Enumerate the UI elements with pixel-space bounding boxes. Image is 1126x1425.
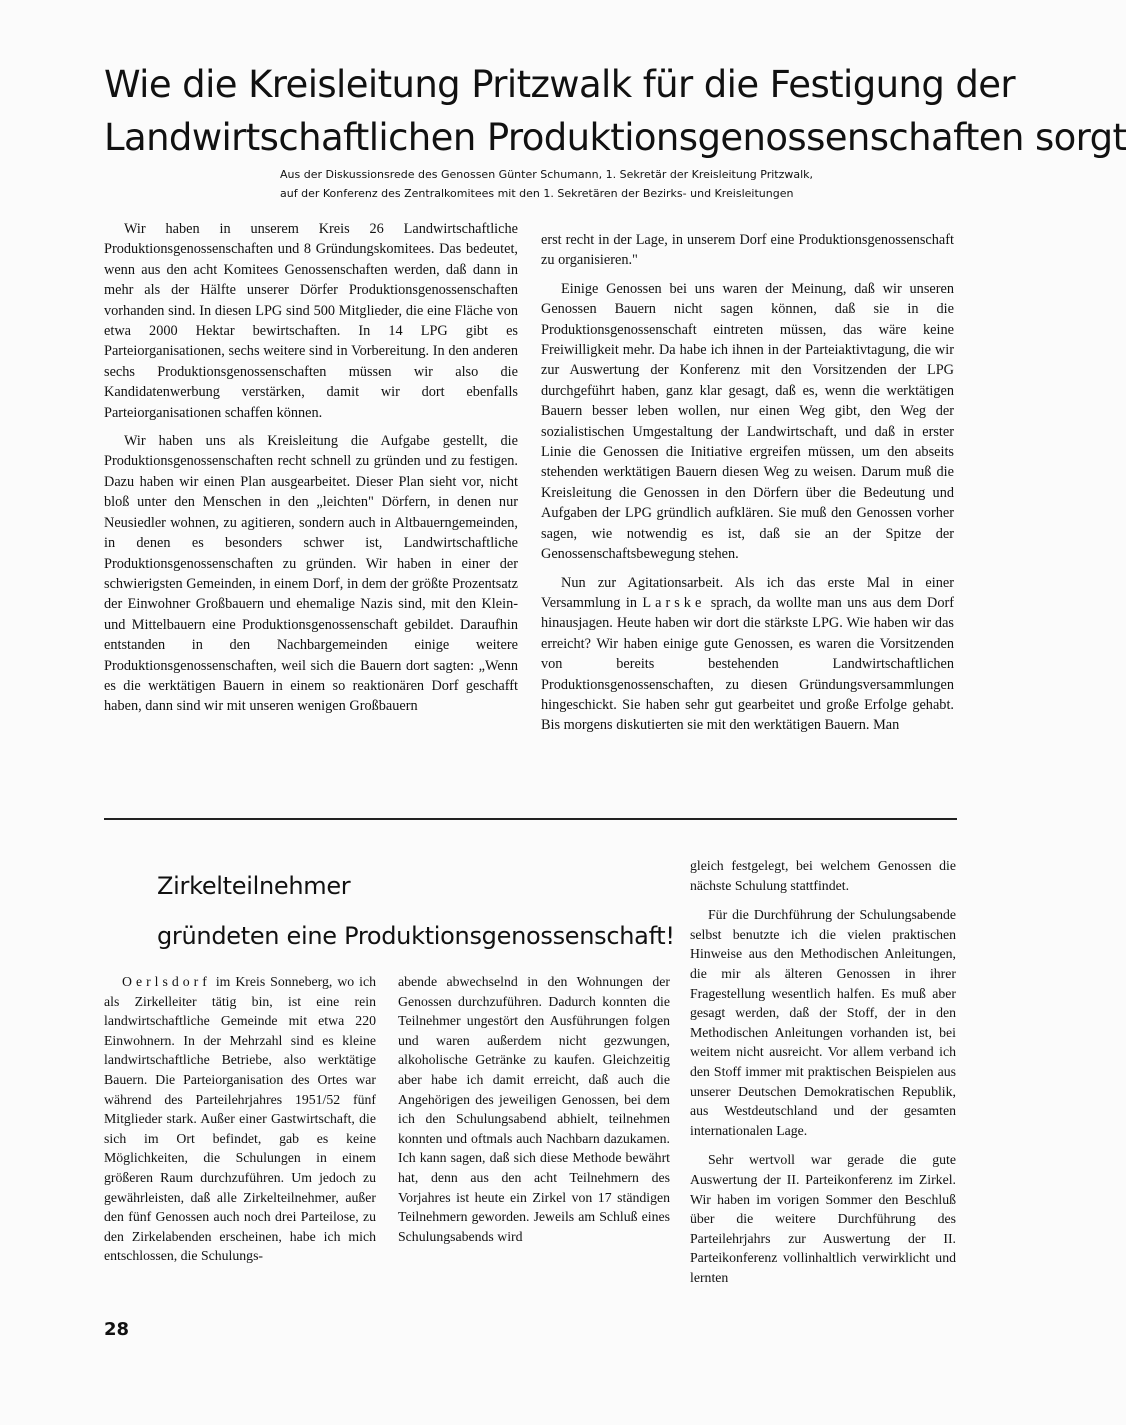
paragraph: Einige Genossen bei uns waren der Meinung, daß wir unseren Genossen Bauern nicht sagen können, daß sie in die Produktionsgenossenschaft eintreten müssen, das wäre keine Freiwilligkeit mehr. Da habe ich ihnen in der Parteiaktivtagung, die wir zur Auswertung der Konferenz mit den Vorsitzenden der LPG durchgeführt haben, ganz klar gesagt, daß es, wenn die werktätigen Bauern besser leben wollen, nur einen Weg gibt, den Weg der sozialistischen Umgestaltung der Landwirtschaft, und daß in erster Linie die Genossen die Initiative ergreifen müssen, um den abseits stehenden werktätigen Bauern diesen Weg zu weisen. Darum muß die Kreisleitung die Genossen in den Dörfern über die Bedeutung und Aufgaben der LPG gründlich aufklären. Sie muß den Genossen vorher sagen, wie notwendig es ist, daß sie an der Spitze der Genossenschaftsbewegung stehen. (541, 280, 954, 563)
place-name: Larske (642, 594, 706, 611)
section-divider (104, 818, 957, 820)
second-article-title-line-1: Zirkelteilnehmer (157, 872, 351, 900)
second-article-column-3 (690, 856, 956, 1297)
paragraph: Wir haben uns als Kreisleitung die Aufgabe gestellt, die Produktionsgenossenschaften recht schnell zu gründen und zu festigen. Dazu haben wir einen Plan ausgearbeitet. Dieser Plan sieht vor, nicht bloß unter den Menschen in den „leichten" Dörfern, in denen nur Neusiedler wohnen, zu agitieren, sondern auch in Altbauerngemeinden, in denen es besonders schwer ist, Landwirtschaftliche Produktionsgenossenschaften zu gründen. Wir haben in einer der schwierigsten Gemeinden, in einem Dorf, in dem der größte Prozentsatz der Einwohner Großbauern und ehemalige Nazis sind, mit den Klein- und Mittelbauern eine Produktionsgenossenschaft gebildet. Daraufhin entstanden in den Nachbargemeinden einige weitere Produktionsgenossenschaften, weil sich die Bauern dort sagten: „Wenn es die werktätigen Bauern in einem so reaktionären Dorf geschafft haben, dann sind wir mit unseren wenigen Großbauern (104, 433, 518, 715)
paragraph: Für die Durchführung der Schulungsabende selbst benutzte ich die vielen praktischen Hinweise aus den Methodischen Anleitungen, die mir als älteren Genossen in ihrer Fragestellung wesentlich halfen. Es muß aber gesagt werden, daß der Stoff, der in den Methodischen Anleitungen vorhanden ist, bei weitem nicht ausreicht. Vor allem verband ich den Stoff immer mit praktischen Beispielen aus unserer Deutschen Demokratischen Republik, aus Westdeutschland und der gesamten internationalen Lage. (690, 907, 956, 1138)
paragraph: gleich festgelegt, bei welchem Genossen die nächste Schulung stattfindet. (690, 858, 956, 893)
paragraph-text: sprach, da wollte man uns aus dem Dorf hinausjagen. Heute haben wir dort die stärkste LPG. Wie haben wir das erreicht? Wir haben einige gute Genossen, es waren die Vorsitzenden von bereits bestehenden Landwirtschaftlichen Produktionsgenossenschaften, zu diesen Gründungsversammlungen hingeschickt. Sie haben sehr gut gearbeitet und große Erfolge gehabt. Bis morgens diskutierten sie mit den werktätigen Bauern. Man (541, 594, 955, 734)
paragraph: erst recht in der Lage, in unserem Dorf eine Produktionsgenossenschaft zu organisieren." (541, 232, 954, 269)
article-column-left (104, 219, 518, 725)
paragraph: Sehr wertvoll war gerade die gute Auswertung der II. Parteikonferenz im Zirkel. Wir haben im vorigen Sommer den Beschluß über die weitere Durchführung des Parteilehrjahrs zur Auswertung der II. Parteikonferenz vollinhaltlich verwirklicht und lernten (690, 1152, 956, 1285)
article-subtitle-line-2: auf der Konferenz des Zentralkomitees mit den 1. Sekretären der Bezirks- und Kreisleitungen (280, 187, 794, 200)
paragraph (541, 573, 954, 736)
paragraph-text: Nun zur Agitationsarbeit. Als ich das erste Mal in einer Versammlung in (541, 574, 954, 611)
article-subtitle-line-1: Aus der Diskussionsrede des Genossen Günter Schumann, 1. Sekretär der Kreisleitung Pritzwalk, (280, 168, 814, 181)
article-column-right (541, 230, 954, 744)
paragraph-text: im Kreis Sonneberg, wo ich als Zirkelleiter tätig bin, ist eine rein landwirtschaftliche Gemeinde mit etwa 220 Einwohnern. In der Mehrzahl sind es kleine landwirtschaftliche Betriebe, also werktätige Bauern. Die Parteiorganisation des Ortes war während des Parteilehrjahres 1951/52 fünf Mitglieder stark. Außer einer Gastwirtschaft, die sich im Ort befindet, gab es keine Möglichkeiten, die Schulungen in einem größeren Raum durchzuführen. Um jedoch zu gewährleisten, daß alle Zirkelteilnehmer, außer den fünf Genossen auch noch drei Parteilose, zu den Zirkelabenden erscheinen, habe ich mich entschlossen, die Schulungs- (104, 974, 376, 1264)
article-title-line-2: Landwirtschaftlichen Produktionsgenossenschaften sorgt (104, 116, 1126, 159)
second-article-column-1 (104, 972, 376, 1276)
article-subtitle (280, 165, 980, 203)
paragraph: abende abwechselnd in den Wohnungen der Genossen durchzuführen. Dadurch konnten die Teilnehmer ungestört den Ausführungen folgen und waren außerdem nicht gezwungen, alkoholische Getränke zu kaufen. Gleichzeitig aber habe ich damit erreicht, daß auch die Angehörigen des jeweiligen Genossen, bei dem ich den Schulungsabend abhielt, teilnehmen konnten und oftmals auch Nachbarn dazukamen. Ich kann sagen, daß sich diese Methode bewährt hat, denn aus den acht Teilnehmern des Vorjahres ist heute ein Zirkel von 17 ständigen Teilnehmern geworden. Jeweils am Schluß eines Schulungsabends wird (398, 974, 670, 1244)
article-title-line-1: Wie die Kreisleitung Pritzwalk für die Festigung der (104, 63, 1016, 106)
paragraph (104, 972, 376, 1266)
paragraph: Wir haben in unserem Kreis 26 Landwirtschaftliche Produktionsgenossenschaften und 8 Gründungskomitees. Das bedeutet, wenn aus den acht Komitees Genossenschaften werden, daß dann in mehr als der Hälfte unserer Dörfer Produktionsgenossenschaften vorhanden sind. In diesen LPG sind 500 Mitglieder, die eine Fläche von etwa 2000 Hektar bewirtschaften. In 14 LPG gibt es Parteiorganisationen, sechs weitere sind in Vorbereitung. In den anderen sechs Produktionsgenossenschaften müssen wir also die Kandidatenwerbung verstärken, damit wir dort ebenfalls Parteiorganisationen schaffen können. (104, 221, 518, 421)
second-article-title-line-2: gründeten eine Produktionsgenossenschaft! (157, 922, 675, 950)
place-name: Oerlsdorf (122, 974, 211, 989)
page-number: 28 (104, 1319, 130, 1340)
second-article-column-2 (398, 972, 670, 1256)
second-article-title (157, 872, 677, 950)
article-title (104, 58, 1126, 164)
